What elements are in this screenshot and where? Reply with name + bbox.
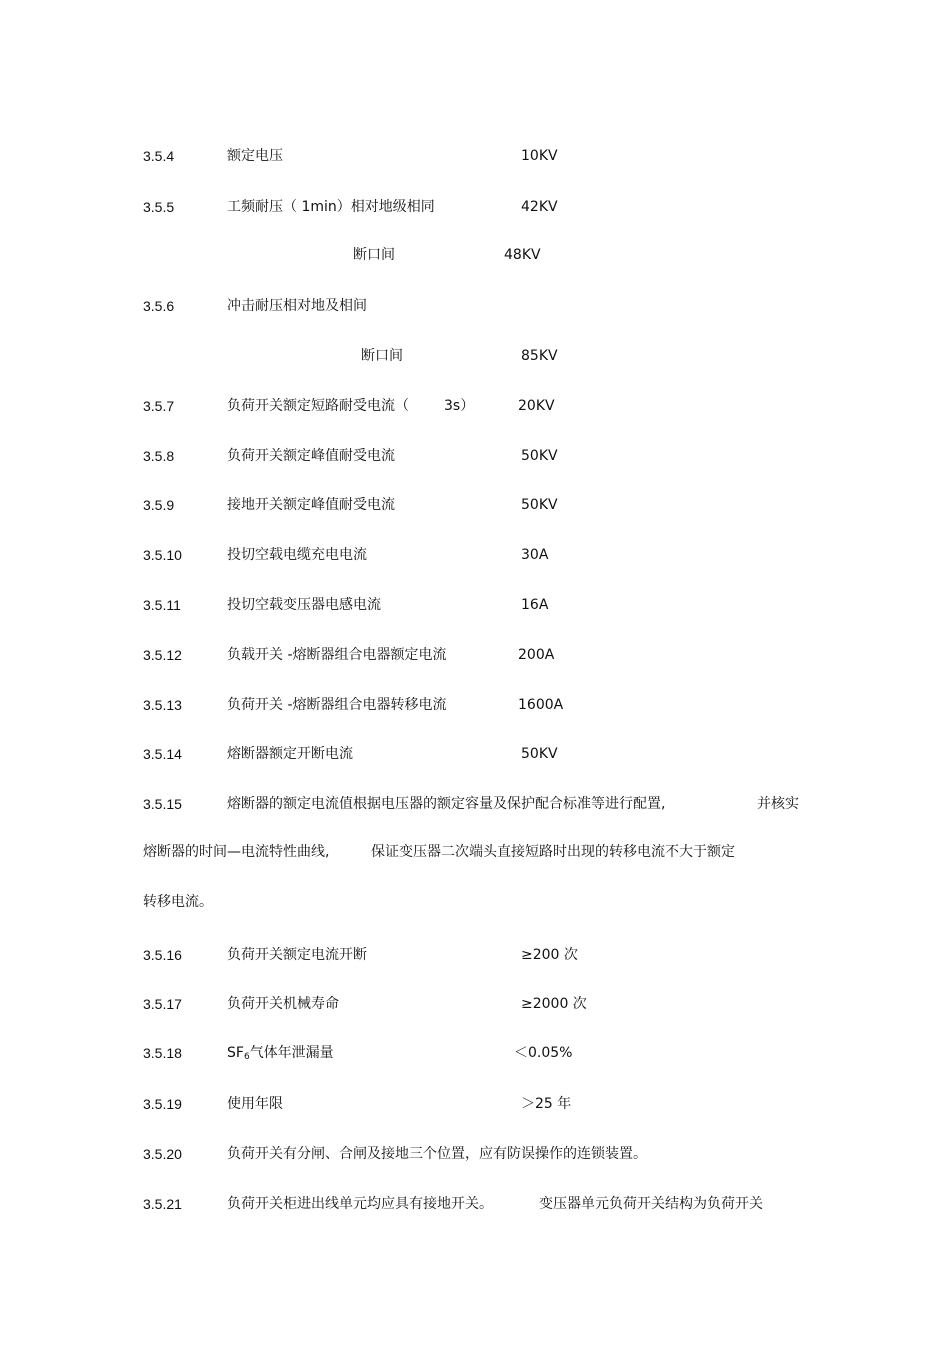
item-label bbox=[227, 1044, 334, 1066]
item-sub-label: 断口间 bbox=[353, 247, 395, 263]
item-label: 投切空载变压器电感电流 bbox=[227, 597, 381, 613]
item-label: 冲击耐压相对地及相间 bbox=[227, 298, 367, 314]
item-number: 3.5.5 bbox=[143, 199, 175, 215]
paragraph-line: 保证变压器二次端头直接短路时出现的转移电流不大于额定 bbox=[371, 844, 735, 860]
item-number: 3.5.12 bbox=[143, 647, 182, 663]
item-label: 负荷开关额定短路耐受电流（ bbox=[227, 398, 409, 414]
paragraph-line: 熔断器的额定电流值根据电压器的额定容量及保护配合标准等进行配置, bbox=[227, 796, 666, 812]
item-value: 85KV bbox=[521, 348, 558, 364]
item-number: 3.5.13 bbox=[143, 697, 182, 713]
item-number: 3.5.15 bbox=[143, 796, 182, 812]
item-label-subscript: 6 bbox=[243, 1052, 250, 1062]
item-value: ≥2000 次 bbox=[521, 996, 587, 1012]
item-value: ＜0.05% bbox=[514, 1045, 573, 1061]
item-label: 负荷开关有分闸、合闸及接地三个位置，应有防误操作的连锁装置。 bbox=[227, 1146, 647, 1162]
item-label: 负载开关 -熔断器组合电器额定电流 bbox=[227, 647, 447, 663]
item-number: 3.5.10 bbox=[143, 547, 182, 563]
item-label-text: 气体年泄漏量 bbox=[249, 1045, 334, 1061]
item-label: 负荷开关额定峰值耐受电流 bbox=[227, 448, 395, 464]
item-value: 16A bbox=[521, 597, 549, 613]
item-number: 3.5.11 bbox=[143, 597, 181, 613]
item-number: 3.5.21 bbox=[143, 1196, 182, 1212]
item-sub-label: 断口间 bbox=[361, 348, 403, 364]
item-label: 投切空载电缆充电电流 bbox=[227, 547, 367, 563]
item-number: 3.5.19 bbox=[143, 1096, 182, 1112]
item-number: 3.5.16 bbox=[143, 947, 182, 963]
item-label-continued: 变压器单元负荷开关结构为负荷开关 bbox=[539, 1196, 763, 1212]
item-number: 3.5.18 bbox=[143, 1045, 182, 1061]
item-value: 10KV bbox=[521, 148, 558, 164]
item-number: 3.5.4 bbox=[143, 148, 175, 164]
item-value: 50KV bbox=[521, 746, 558, 762]
item-value: 50KV bbox=[521, 497, 558, 513]
item-label: 额定电压 bbox=[227, 148, 283, 164]
item-label: 使用年限 bbox=[227, 1096, 283, 1112]
item-label: 工频耐压（ 1min）相对地级相同 bbox=[227, 199, 435, 215]
paragraph-line: 熔断器的时间—电流特性曲线, bbox=[143, 844, 330, 860]
item-label: 负荷开关机械寿命 bbox=[227, 996, 339, 1012]
item-value: ＞25 年 bbox=[521, 1096, 572, 1112]
paragraph-line: 并核实 bbox=[757, 796, 799, 812]
item-number: 3.5.8 bbox=[143, 448, 175, 464]
paragraph-line: 转移电流。 bbox=[143, 894, 213, 910]
item-value: 1600A bbox=[518, 697, 564, 713]
item-label: 接地开关额定峰值耐受电流 bbox=[227, 497, 395, 513]
item-value: 42KV bbox=[521, 199, 558, 215]
item-number: 3.5.14 bbox=[143, 746, 182, 762]
item-number: 3.5.17 bbox=[143, 996, 182, 1012]
item-number: 3.5.6 bbox=[143, 298, 175, 314]
item-value: 200A bbox=[518, 647, 555, 663]
item-value: 48KV bbox=[504, 247, 541, 263]
item-label-tail: 3s） bbox=[444, 398, 475, 414]
item-value: 20KV bbox=[518, 398, 555, 414]
item-label: 负荷开关额定电流开断 bbox=[227, 947, 367, 963]
item-number: 3.5.20 bbox=[143, 1146, 182, 1162]
item-number: 3.5.7 bbox=[143, 398, 175, 414]
item-value: 50KV bbox=[521, 448, 558, 464]
item-value: 30A bbox=[521, 547, 549, 563]
item-number: 3.5.9 bbox=[143, 497, 175, 513]
item-label: 负荷开关 -熔断器组合电器转移电流 bbox=[227, 697, 447, 713]
item-value: ≥200 次 bbox=[521, 947, 578, 963]
item-label: 负荷开关柜进出线单元均应具有接地开关。 bbox=[227, 1196, 493, 1212]
item-label: 熔断器额定开断电流 bbox=[227, 746, 353, 762]
item-label-prefix: SF bbox=[227, 1045, 244, 1061]
